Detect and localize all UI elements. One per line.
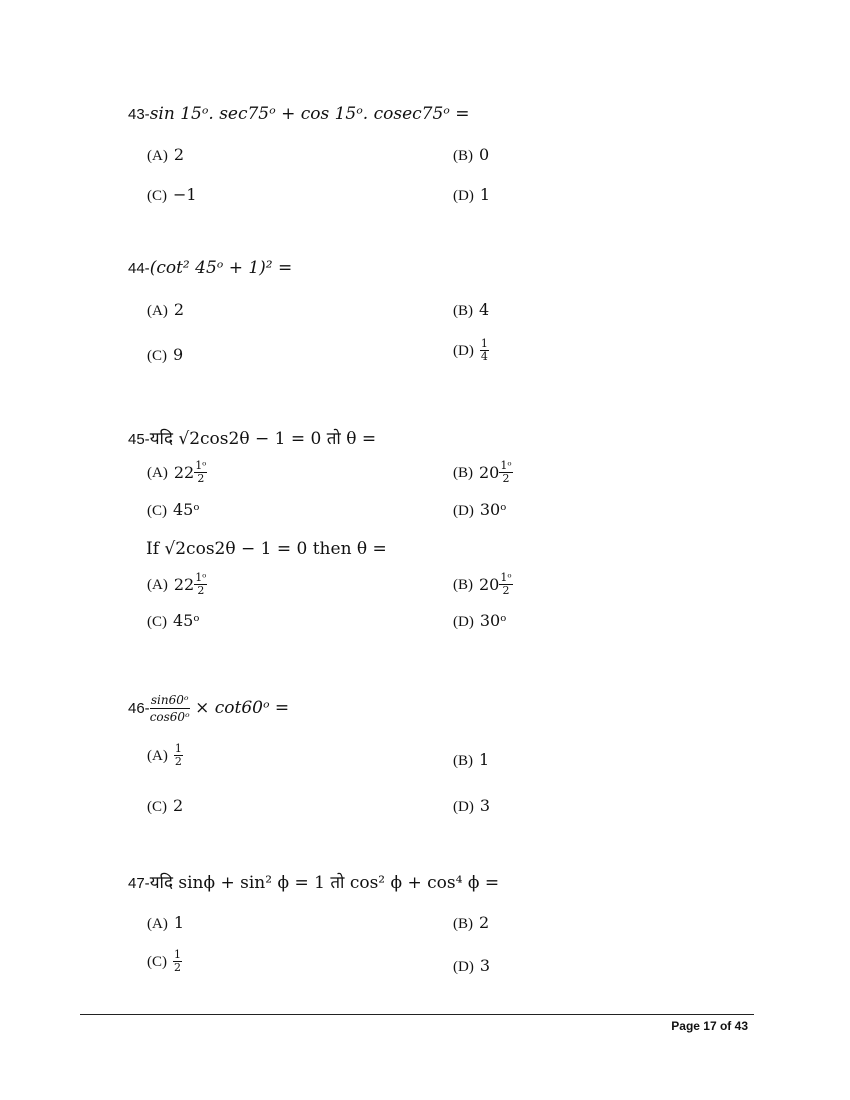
fraction: $\frac{\text{1ᵒ}}{2}$ (500, 459, 512, 485)
option-c: (C) 45ᵒ (147, 611, 200, 630)
option-b: (B) 20 $\frac{\text{1ᵒ}}{2}$ (453, 571, 512, 597)
option-d: (D) 3 (453, 796, 491, 815)
option-c: (C) 45ᵒ (147, 500, 200, 519)
fraction: $\frac{1}{2}$ (174, 948, 181, 974)
question-text: यदि √2cos2θ − 1 = 0 तो θ = (149, 429, 377, 449)
question-number: 44- (128, 260, 150, 277)
fraction: $\frac{1}{4}$ (480, 337, 488, 363)
option-b: (B) 0 (453, 145, 490, 164)
option-b: (B) 2 (453, 913, 490, 932)
option-c: (C) 2 (147, 796, 184, 815)
question-number: 45- (128, 431, 150, 448)
question-number: 47- (128, 875, 150, 892)
question-number: 43- (128, 106, 150, 123)
option-a: (A) 22 $\frac{\text{1ᵒ}}{2}$ (147, 571, 207, 597)
fraction: $\frac{\text{1ᵒ}}{2}$ (195, 571, 207, 597)
fraction: $\frac{\text{1ᵒ}}{2}$ (500, 571, 512, 597)
option-b: (B) 4 (453, 300, 490, 319)
footer-divider (80, 1014, 754, 1015)
option-d: (D) 30ᵒ (453, 500, 507, 519)
option-c: (C) 9 (147, 345, 184, 364)
option-c: (C) $\frac{1}{2}$ (147, 948, 181, 974)
question-43 (128, 104, 470, 124)
option-a: (A) 22 $\frac{\text{1ᵒ}}{2}$ (147, 459, 207, 485)
question-47 (128, 870, 499, 893)
option-a: (A) $\frac{1}{2}$ (147, 742, 182, 768)
question-44 (128, 258, 292, 278)
question-text: (cot² 45ᵒ + 1)² = (149, 258, 293, 278)
fraction: $\frac{\text{sin60ᵒ}}{\text{cos60ᵒ}}$ (149, 693, 190, 724)
question-text: × cot60ᵒ = (195, 698, 290, 718)
fraction: $\frac{\text{1ᵒ}}{2}$ (195, 459, 207, 485)
option-a: (A) 2 (147, 300, 185, 319)
option-b: (B) 1 (453, 750, 490, 769)
option-d: (D) 3 (453, 956, 491, 975)
option-b: (B) 20 $\frac{\text{1ᵒ}}{2}$ (453, 459, 512, 485)
option-d: (D) 30ᵒ (453, 611, 507, 630)
question-45-english (146, 539, 387, 559)
question-text: If √2cos2θ − 1 = 0 then θ = (146, 539, 387, 559)
question-46 (128, 692, 289, 725)
option-d: (D) $\frac{1}{4}$ (453, 337, 488, 363)
question-text: sin 15ᵒ. sec75ᵒ + cos 15ᵒ. cosec75ᵒ = (149, 104, 470, 124)
question-text: यदि sinϕ + sin² ϕ = 1 तो cos² ϕ + cos⁴ ϕ = (149, 873, 500, 893)
option-a: (A) 1 (147, 913, 185, 932)
question-45-hindi (128, 426, 376, 449)
option-c: (C) −1 (147, 185, 197, 204)
option-d: (D) 1 (453, 185, 491, 204)
fraction: $\frac{1}{2}$ (174, 742, 182, 768)
page-number: Page 17 of 43 (671, 1019, 748, 1033)
question-number: 46- (128, 700, 150, 717)
option-a: (A) 2 (147, 145, 185, 164)
